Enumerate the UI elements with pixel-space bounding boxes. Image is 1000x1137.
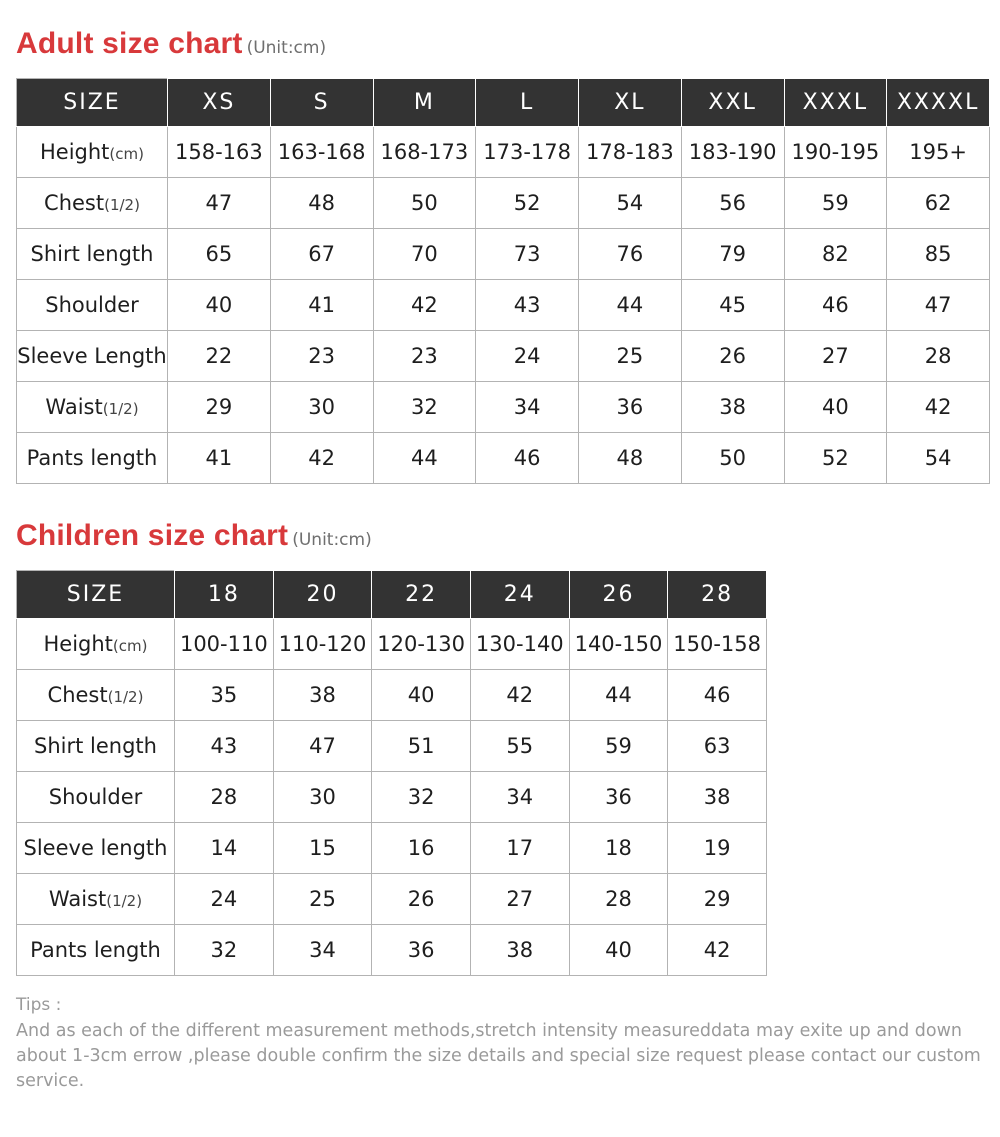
table-row (17, 925, 767, 976)
table-cell: 22 (168, 331, 271, 382)
children-header-size-6: 28 (668, 571, 767, 619)
adult-header-size-4: L (476, 79, 579, 127)
table-row (17, 280, 990, 331)
children-chart-unit: (Unit:cm) (292, 530, 372, 550)
table-cell: 51 (372, 721, 471, 772)
table-cell: 17 (470, 823, 569, 874)
table-cell: 35 (175, 670, 274, 721)
table-cell: 41 (168, 433, 271, 484)
table-cell: 25 (273, 874, 372, 925)
table-cell: 25 (579, 331, 682, 382)
adult-size-chart-heading (16, 27, 326, 61)
children-table-header (17, 571, 767, 619)
table-row (17, 619, 767, 670)
adult-header-size-3: M (373, 79, 476, 127)
adult-header-size-6: XXL (681, 79, 784, 127)
table-cell: 79 (681, 229, 784, 280)
table-cell: 23 (373, 331, 476, 382)
table-cell: 100-110 (175, 619, 274, 670)
table-cell: 16 (372, 823, 471, 874)
table-cell: 34 (470, 772, 569, 823)
table-cell: 36 (569, 772, 668, 823)
table-cell: 36 (579, 382, 682, 433)
table-cell: 14 (175, 823, 274, 874)
tips-label: Tips : (16, 995, 62, 1015)
row-label (17, 772, 175, 823)
tips-section (16, 995, 986, 1094)
table-cell: 63 (668, 721, 767, 772)
table-cell: 38 (668, 772, 767, 823)
table-cell: 46 (668, 670, 767, 721)
children-header-size-1: 18 (175, 571, 274, 619)
table-cell: 26 (372, 874, 471, 925)
children-header-size-4: 24 (470, 571, 569, 619)
adult-header-size-8: XXXXL (887, 79, 990, 127)
table-cell: 130-140 (470, 619, 569, 670)
row-label-text: Sleeve length (23, 836, 168, 860)
row-label-unit: (1/2) (107, 688, 144, 706)
table-cell: 44 (373, 433, 476, 484)
children-header-size-label: SIZE (17, 571, 175, 619)
table-cell: 40 (569, 925, 668, 976)
table-cell: 54 (887, 433, 990, 484)
table-cell: 27 (470, 874, 569, 925)
table-row (17, 331, 990, 382)
row-label-unit: (cm) (109, 145, 144, 163)
table-row (17, 721, 767, 772)
table-cell: 183-190 (681, 127, 784, 178)
table-cell: 23 (270, 331, 373, 382)
table-cell: 32 (175, 925, 274, 976)
table-cell: 150-158 (668, 619, 767, 670)
row-label-text: Chest (47, 683, 108, 707)
table-cell: 59 (784, 178, 887, 229)
table-cell: 73 (476, 229, 579, 280)
table-cell: 48 (579, 433, 682, 484)
table-cell: 82 (784, 229, 887, 280)
table-cell: 65 (168, 229, 271, 280)
row-label (17, 127, 168, 178)
table-cell: 44 (579, 280, 682, 331)
row-label-text: Sleeve Length (17, 344, 167, 368)
table-cell: 47 (168, 178, 271, 229)
adult-chart-unit: (Unit:cm) (246, 38, 327, 58)
adult-header-size-label: SIZE (17, 79, 168, 127)
table-cell: 42 (470, 670, 569, 721)
table-row (17, 874, 767, 925)
adult-table-body (17, 127, 990, 484)
row-label (17, 178, 168, 229)
row-label-text: Chest (44, 191, 105, 215)
table-cell: 29 (168, 382, 271, 433)
table-cell: 26 (681, 331, 784, 382)
table-cell: 24 (175, 874, 274, 925)
table-cell: 56 (681, 178, 784, 229)
table-cell: 47 (887, 280, 990, 331)
row-label-text: Shirt length (34, 734, 157, 758)
row-label (17, 229, 168, 280)
table-row (17, 178, 990, 229)
table-cell: 59 (569, 721, 668, 772)
row-label-text: Height (43, 632, 113, 656)
table-cell: 62 (887, 178, 990, 229)
row-label-text: Pants length (26, 446, 158, 470)
table-cell: 28 (569, 874, 668, 925)
table-cell: 38 (273, 670, 372, 721)
row-label (17, 874, 175, 925)
children-size-chart-heading (16, 519, 372, 553)
table-cell: 30 (273, 772, 372, 823)
table-cell: 110-120 (273, 619, 372, 670)
adult-header-size-2: S (270, 79, 373, 127)
table-cell: 42 (668, 925, 767, 976)
table-cell: 30 (270, 382, 373, 433)
table-row (17, 382, 990, 433)
table-cell: 45 (681, 280, 784, 331)
adult-header-size-5: XL (579, 79, 682, 127)
row-label-unit: (1/2) (106, 892, 143, 910)
row-label (17, 382, 168, 433)
table-cell: 168-173 (373, 127, 476, 178)
table-cell: 34 (476, 382, 579, 433)
table-cell: 85 (887, 229, 990, 280)
table-cell: 158-163 (168, 127, 271, 178)
table-cell: 140-150 (569, 619, 668, 670)
table-cell: 70 (373, 229, 476, 280)
row-label-text: Shoulder (45, 293, 139, 317)
row-label-text: Height (40, 140, 110, 164)
table-cell: 43 (175, 721, 274, 772)
table-cell: 24 (476, 331, 579, 382)
row-label (17, 331, 168, 382)
table-cell: 42 (373, 280, 476, 331)
table-cell: 67 (270, 229, 373, 280)
table-row (17, 433, 990, 484)
table-cell: 52 (476, 178, 579, 229)
row-label-text: Shoulder (48, 785, 143, 809)
table-cell: 43 (476, 280, 579, 331)
table-cell: 40 (168, 280, 271, 331)
table-cell: 120-130 (372, 619, 471, 670)
table-cell: 195+ (887, 127, 990, 178)
adult-header-size-1: XS (168, 79, 271, 127)
table-cell: 54 (579, 178, 682, 229)
table-cell: 76 (579, 229, 682, 280)
row-label-unit: (1/2) (102, 400, 139, 418)
table-cell: 50 (373, 178, 476, 229)
table-cell: 55 (470, 721, 569, 772)
table-cell: 18 (569, 823, 668, 874)
table-cell: 40 (372, 670, 471, 721)
row-label-text: Shirt length (30, 242, 154, 266)
table-cell: 190-195 (784, 127, 887, 178)
table-row (17, 670, 767, 721)
table-cell: 28 (175, 772, 274, 823)
row-label (17, 925, 175, 976)
children-size-table (16, 570, 767, 976)
children-header-size-2: 20 (273, 571, 372, 619)
children-header-size-5: 26 (569, 571, 668, 619)
table-cell: 36 (372, 925, 471, 976)
row-label (17, 619, 175, 670)
table-cell: 178-183 (579, 127, 682, 178)
table-cell: 42 (270, 433, 373, 484)
row-label (17, 433, 168, 484)
table-cell: 163-168 (270, 127, 373, 178)
table-cell: 15 (273, 823, 372, 874)
table-cell: 46 (784, 280, 887, 331)
table-cell: 27 (784, 331, 887, 382)
table-cell: 32 (372, 772, 471, 823)
table-cell: 42 (887, 382, 990, 433)
row-label (17, 670, 175, 721)
table-row (17, 229, 990, 280)
table-row (17, 772, 767, 823)
table-row (17, 127, 990, 178)
table-cell: 29 (668, 874, 767, 925)
adult-size-table (16, 78, 990, 484)
table-cell: 48 (270, 178, 373, 229)
adult-header-size-7: XXXL (784, 79, 887, 127)
row-label-text: Waist (45, 395, 103, 419)
table-cell: 52 (784, 433, 887, 484)
table-cell: 38 (470, 925, 569, 976)
children-chart-title: Children size chart (16, 519, 289, 552)
table-cell: 19 (668, 823, 767, 874)
table-cell: 44 (569, 670, 668, 721)
table-cell: 46 (476, 433, 579, 484)
row-label-unit: (1/2) (104, 196, 140, 214)
row-label-text: Waist (48, 887, 107, 911)
table-row (17, 823, 767, 874)
table-cell: 41 (270, 280, 373, 331)
table-cell: 32 (373, 382, 476, 433)
table-cell: 50 (681, 433, 784, 484)
row-label (17, 280, 168, 331)
children-table-body (17, 619, 767, 976)
row-label (17, 721, 175, 772)
table-cell: 34 (273, 925, 372, 976)
table-cell: 28 (887, 331, 990, 382)
adult-chart-title: Adult size chart (16, 27, 243, 60)
table-cell: 38 (681, 382, 784, 433)
row-label-unit: (cm) (112, 637, 148, 655)
table-cell: 47 (273, 721, 372, 772)
table-cell: 40 (784, 382, 887, 433)
tips-text: And as each of the different measurement methods,stretch intensity measureddata may exite up and down about 1-3cm errow ,please double confirm the size details and special size request please contact our custom service. (16, 1021, 981, 1091)
adult-table-header (17, 79, 990, 127)
row-label-text: Pants length (30, 938, 161, 962)
table-cell: 173-178 (476, 127, 579, 178)
children-header-size-3: 22 (372, 571, 471, 619)
row-label (17, 823, 175, 874)
